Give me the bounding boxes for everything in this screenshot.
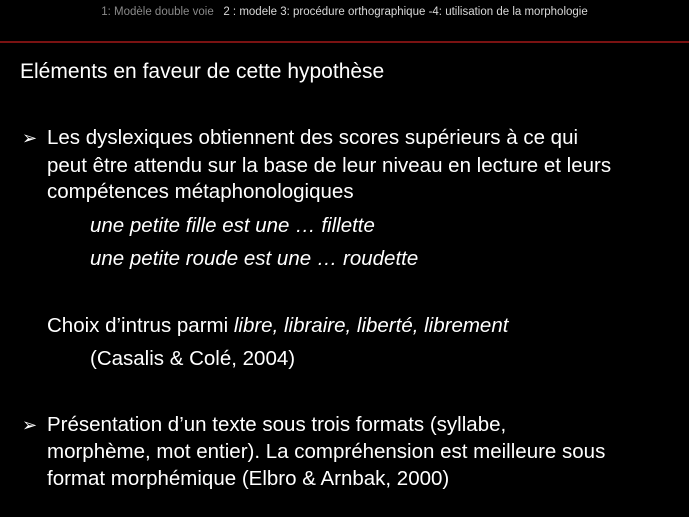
intruder-choice-words: libre, libraire, liberté, librement — [233, 314, 509, 337]
intruder-choice-prefix: Choix d’intrus parmi — [47, 314, 234, 337]
bullet-arrow-icon: ➢ — [22, 415, 38, 435]
bullet1-line2: peut être attendu sur la base de leur niveau en lecture et leurs — [47, 154, 612, 177]
bullet1-line1: Les dyslexiques obtiennent des scores supérieurs à ce qui — [47, 126, 579, 149]
nav-item-orthographic-procedure[interactable]: 2 : modele 3: procédure orthographique — [223, 6, 426, 18]
bullet-arrow-icon: ➢ — [22, 128, 38, 148]
example-fillette: une petite fille est une … fillette — [90, 214, 375, 237]
bullet2-line2: morphème, mot entier). La compréhension est meilleure sous — [47, 440, 606, 463]
bullet1-line3: compétences métaphonologiques — [47, 180, 354, 203]
bullet2-line3: format morphémique (Elbro & Arnbak, 2000) — [47, 467, 450, 490]
intruder-choice-line — [47, 312, 508, 340]
nav-item-dual-route-model[interactable]: 1: Modèle double voie — [101, 6, 214, 18]
header-divider — [0, 41, 689, 43]
example-roudette: une petite roude est une … roudette — [90, 247, 419, 270]
slide-title: Eléments en faveur de cette hypothèse — [20, 60, 385, 83]
citation-casalis: (Casalis & Colé, 2004) — [90, 347, 296, 370]
bullet2-line1: Présentation d’un texte sous trois formats (syllabe, — [47, 413, 507, 436]
slide-navigation — [0, 6, 689, 18]
nav-item-morphology[interactable]: -4: utilisation de la morphologie — [428, 6, 588, 18]
